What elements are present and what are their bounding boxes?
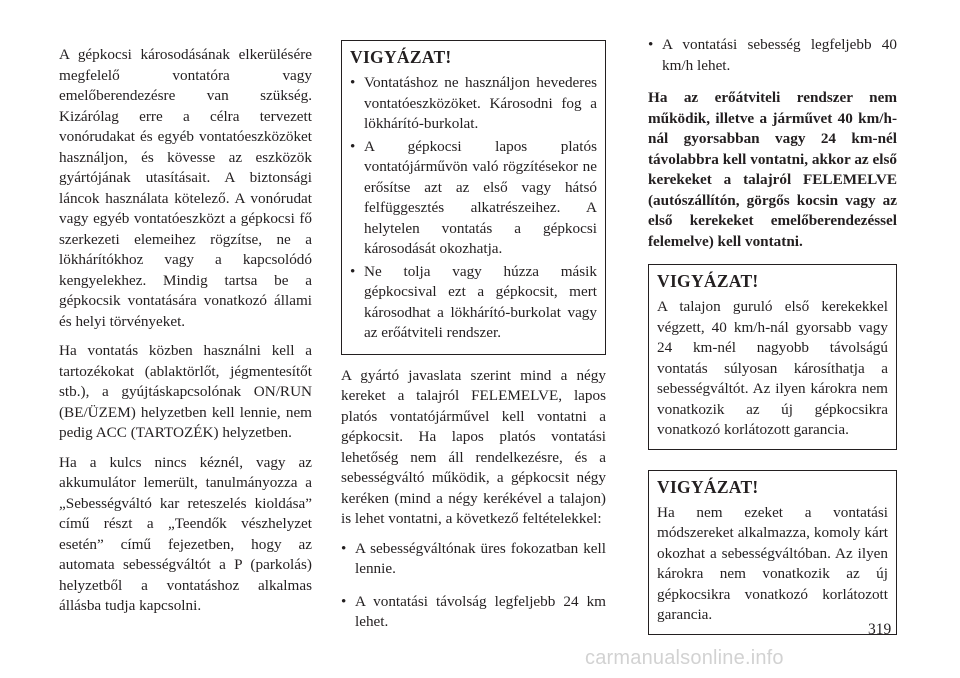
warning-title: VIGYÁZAT! [350, 47, 452, 67]
condition-item: • A vontatási távolság legfeljebb 24 km lehet. [341, 592, 606, 633]
key-missing-paragraph: Ha a kulcs nincs kéznél, vagy az akkumulátor lemerült, tanulmányozza a „Sebességváltó kar reteszelés kioldása” című részt a „Teendők vészhelyzet esetén” című fejezetben, hogy az automata sebességváltót a P (parkolás) helyzetből a vontatáshoz alkalmas állásba tudja kapcsolni. [59, 453, 312, 614]
page-number: 319 [868, 621, 892, 638]
condition-item: • A vontatási sebesség legfeljebb 40 km/h lehet. [648, 35, 897, 76]
warning-text: Ha nem ezeket a vontatási módszereket alkalmazza, komoly kárt okozhat a sebességváltóban. Az ilyen károkra nem vonatkozik az új gépkocsikra vonatkozó korlátozott garancia. [657, 503, 888, 623]
accessories-paragraph: Ha vontatás közben használni kell a tartozékokat (ablaktörlőt, jégmentesítőt stb.), a gyújtáskapcsolónak ON/RUN (BE/ÜZEM) helyzetben kell lennie, nem pedig ACC (TARTOZÉK) helyzetben. [59, 342, 312, 441]
warning-list [350, 73, 597, 344]
middle-column [341, 40, 606, 645]
recommendation-paragraph: A gyártó javaslata szerint mind a négy kereket a talajról FELEMELVE, lapos platós vontatójárművel kell vontatni a gépkocsit. Ha lapos platós vontatási lehetőség nem áll rendelkezésre, és a sebességváltó működik, a gépkocsit négy keréken (mind a négy kerékével a talajon) is lehet vontatni, a következő feltételekkel: [341, 366, 606, 527]
warning-title: VIGYÁZAT! [657, 476, 759, 497]
warning-item: • Vontatáshoz ne használjon hevederes vontatóeszközöket. Károsodni fog a lökhárító-burkolat. [350, 73, 597, 135]
warning-item: • Ne tolja vagy húzza másik gépkocsival ezt a gépkocsit, mert károsodhat a lökhárító-burkolat vagy az erőátviteli rendszer. [350, 262, 597, 344]
watermark: carmanualsonline.info [585, 647, 784, 669]
warning-box-3 [648, 470, 897, 635]
right-column [648, 35, 897, 635]
warning-title: VIGYÁZAT! [657, 271, 759, 291]
drivetrain-failure-paragraph: Ha az erőátviteli rendszer nem működik, illetve a járművet 40 km/h-nál gyorsabban vagy 24 km-nél távolabbra kell vontatni, akkor az első kerekeket a talajról FELEMELVE (autószállítón, görgős kocsin vagy az első kerekeket emelőberendezéssel felemelve) kell vontatni. [648, 89, 897, 250]
speed-condition-list [648, 35, 897, 76]
warning-item: • A gépkocsi lapos platós vontatójárművön való rögzítésekor ne erősítse azt az első vagy hátsó felfüggesztés alkatrészeihez. A helytelen vontatás a gépkocsi károsodását okozhatja. [350, 137, 597, 260]
towing-equipment-paragraph: A gépkocsi károsodásának elkerülésére megfelelő vontatóra vagy emelőberendezésre van szükség. Kizárólag erre a célra tervezett vonórudakat és egyéb vontatóeszközöket használjon, és kövesse az eszközök gyártójának utasításait. A biztonsági láncok használata kötelező. A vonórudat vagy egyéb vontatóeszközt a gépkocsi fő szerkezeti elemeihez rögzítse, ne a lökhárítókhoz vagy a kapcsolódó kengyelekhez. Mindig tartsa be a gépkocsik vontatására vonatkozó állami és helyi törvényeket. [59, 46, 312, 330]
warning-text: A talajon guruló első kerekekkel végzett, 40 km/h-nál gyorsabb vagy 24 km-nél nagyobb távolságú vontatás súlyosan károsíthatja a sebességváltót. Az ilyen károkra nem vonatkozik az új gépkocsikra vonatkozó korlátozott garancia. [657, 298, 888, 438]
conditions-list [341, 539, 606, 633]
warning-box-2 [648, 264, 897, 450]
left-column [59, 45, 312, 626]
condition-item: • A sebességváltónak üres fokozatban kell lennie. [341, 539, 606, 580]
warning-box-1 [341, 40, 606, 355]
